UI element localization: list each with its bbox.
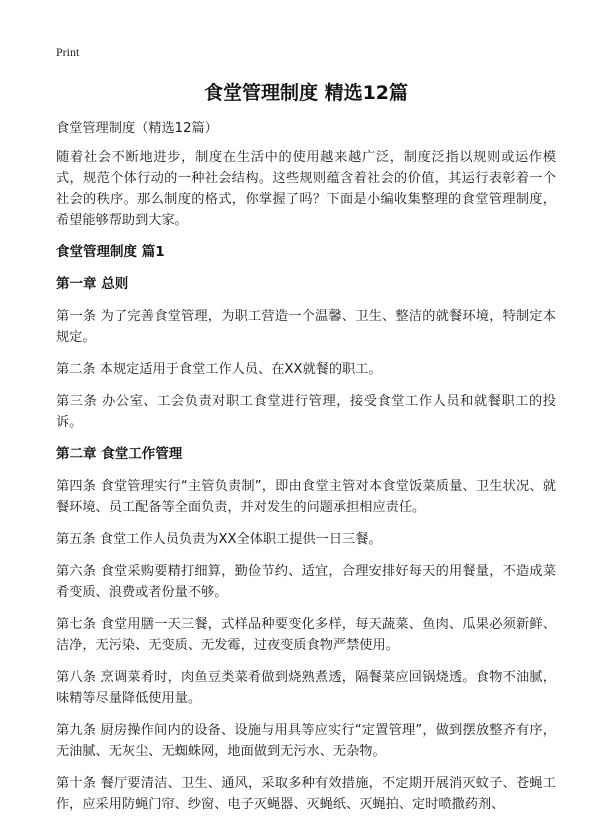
article-10: 第十条 餐厅要清洁、卫生、通风，采取多种有效措施，不定期开展消灭蚊子、苍蝇工作，应采用防蝇门帘、纱窗、电子灭蝇器、灭蝇纸、灭蝇拍、定时喷撒药剂、 — [56, 776, 556, 812]
print-label: Print — [56, 45, 80, 59]
chapter-1-title: 第一章 总则 — [56, 276, 129, 292]
article-9: 第九条 厨房操作间内的设备、设施与用具等应实行“定置管理”，做到摆放整齐有序，无油腻、无灰尘、无蜘蛛网，地面做到无污水、无杂物。 — [56, 723, 556, 759]
intro-paragraph: 随着社会不断地进步，制度在生活中的使用越来越广泛，制度泛指以规则或运作模式，规范个体行动的一种社会结构。这些规则蕴含着社会的价值，其运行表彰着一个社会的秩序。那么制度的格式，你掌握了吗？下面是小编收集整理的食堂管理制度，希望能够帮助到大家。 — [56, 150, 556, 228]
article-4: 第四条 食堂管理实行“主管负责制”，即由食堂主管对本食堂饭菜质量、卫生状况、就餐环境、员工配备等全面负责，并对发生的问题承担相应责任。 — [56, 479, 556, 515]
article-8: 第八条 烹调菜肴时，肉鱼豆类菜肴做到烧熟煮透，隔餐菜应回锅烧透。食物不油腻，味精等尽量降低使用量。 — [56, 670, 556, 706]
document-subtitle: 食堂管理制度（精选12篇） — [56, 121, 218, 136]
chapter-2-title: 第二章 食堂工作管理 — [56, 446, 183, 462]
article-6: 第六条 食堂采购要精打细算，勤俭节约、适宜，合理安排好每天的用餐量，不造成菜肴变质、浪费或者份量不够。 — [56, 564, 556, 600]
article-7: 第七条 食堂用膳一天三餐，式样品种要变化多样，每天蔬菜、鱼肉、瓜果必须新鲜、洁净，无污染、无变质、无发霉，过夜变质食物严禁使用。 — [56, 617, 556, 653]
article-1: 第一条 为了完善食堂管理，为职工营造一个温馨、卫生、整洁的就餐环境，特制定本规定。 — [56, 309, 556, 345]
article-3: 第三条 办公室、工会负责对职工食堂进行管理，接受食堂工作人员和就餐职工的投诉。 — [56, 394, 556, 430]
article-5: 第五条 食堂工作人员负责为XX全体职工提供一日三餐。 — [56, 532, 382, 547]
article-2: 第二条 本规定适用于食堂工作人员、在XX就餐的职工。 — [56, 362, 382, 377]
section-title: 食堂管理制度 篇1 — [56, 244, 165, 260]
document-title: 食堂管理制度 精选12篇 — [203, 82, 409, 104]
